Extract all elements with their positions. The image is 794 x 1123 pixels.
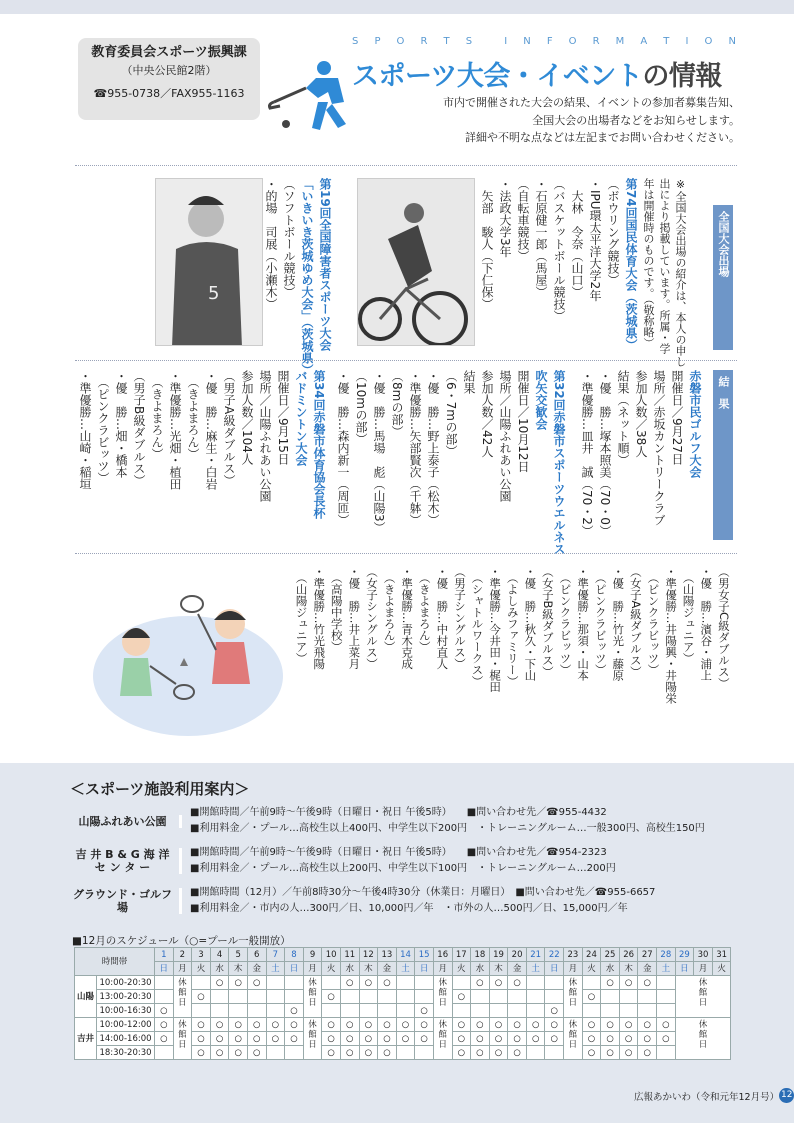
schedule-cell: ○ [340,1018,359,1032]
schedule-cell: ○ [229,1018,248,1032]
schedule-cell: ○ [322,1018,341,1032]
facility-name: グラウンド・ゴルフ場 [72,888,182,914]
schedule-cell: ○ [192,990,211,1004]
schedule-cell [582,1004,601,1018]
closed-cell: 休 館 日 [675,976,731,1018]
day-header: 28 [657,948,676,962]
schedule-cell: ○ [378,1018,397,1032]
schedule-cell: ○ [155,1032,174,1046]
schedule-cell [601,1004,620,1018]
weekday-header: 日 [545,962,564,976]
divider [75,165,737,166]
schedule-cell: ○ [229,1046,248,1060]
schedule-cell [619,990,638,1004]
schedule-cell [452,1004,471,1018]
schedule-cell [359,1004,378,1018]
schedule-cell: ○ [489,1032,508,1046]
day-header: 17 [452,948,471,962]
day-header: 27 [638,948,657,962]
schedule-cell: ○ [471,1018,490,1032]
schedule-cell [601,990,620,1004]
schedule-cell [657,990,676,1004]
hockey-player-icon [266,58,366,134]
schedule-cell: ○ [415,1004,434,1018]
schedule-cell [619,1004,638,1018]
schedule-cell [526,976,545,990]
closed-cell: 休 館 日 [675,1018,731,1060]
day-header: 13 [378,948,397,962]
kicker: S P O R T S I N F O R M A T I O N [352,36,736,47]
schedule-cell [266,976,285,990]
weekday-header: 土 [396,962,415,976]
weekday-header: 金 [508,962,527,976]
schedule-cell: ○ [452,1018,471,1032]
schedule-cell: ○ [619,1032,638,1046]
schedule-cell: ○ [471,976,490,990]
schedule-cell: ○ [545,1018,564,1032]
kokutai-block: 第74回国民体育大会（茨城県） （ボウリング競技） ・IPU環太平洋大学2年 大林 令奈（山口） （バスケットボール競技） ・石原健一郎（馬屋） （自転車競技） ・法政大学3年 矢部 駿人（下仁保） [480,178,638,351]
schedule-cell [266,1004,285,1018]
day-header: 31 [712,948,731,962]
schedule-cell [582,976,601,990]
schedule-cell: ○ [210,1032,229,1046]
schedule-cell [396,1004,415,1018]
schedule-cell [545,1046,564,1060]
schedule-cell: ○ [340,1046,359,1060]
weekday-header: 金 [247,962,266,976]
schedule-cell: ○ [601,1018,620,1032]
schedule-cell: ○ [508,1032,527,1046]
schedule-cell: ○ [396,1018,415,1032]
day-header: 26 [619,948,638,962]
weekday-header: 日 [675,962,694,976]
schedule-cell [471,990,490,1004]
time-slot: 10:00-20:30 [97,976,155,990]
day-header: 4 [210,948,229,962]
day-header: 5 [229,948,248,962]
schedule-facility: 吉井 [75,1018,97,1060]
day-header: 29 [675,948,694,962]
softball-photo [155,178,263,346]
schedule-cell: ○ [601,976,620,990]
schedule-cell [192,976,211,990]
schedule-cell [340,1004,359,1018]
schedule-cell: ○ [471,1046,490,1060]
day-header: 8 [285,948,304,962]
schedule-cell: ○ [192,1046,211,1060]
page-title: スポーツ大会・イベントの情報 [352,61,722,92]
day-header: 19 [489,948,508,962]
national-note: ※全国大会出場の紹介は、本人の申し 出により掲載しています。所属・学 年は開催時のものです。（敬称略） [642,178,687,367]
day-header: 18 [471,948,490,962]
schedule-cell [415,1046,434,1060]
wellness-block: 第32回赤磐市スポーツウエルネス 吹矢交歓会 開催日／10月12日 場所／山陽ふれあい公園 参加人数／42人 結果 （6・7mの部） ・優 勝…野上泰子（松木） ・準優勝…矢部賢次（千躰） （8mの部） ・優 勝…馬場 彪（山陽3） （10mの部） ・優 勝…森内新一（周匝） [336,370,566,555]
schedule-cell [545,990,564,1004]
footer: 広報あかいわ（令和元年12月号） 12 [634,1090,793,1103]
weekday-header: 日 [415,962,434,976]
schedule-cell: ○ [359,1032,378,1046]
schedule-cell: ○ [210,976,229,990]
schedule-cell [192,1004,211,1018]
schedule-cell: ○ [285,1018,304,1032]
schedule-cell: ○ [322,1046,341,1060]
schedule-cell [229,990,248,1004]
schedule-cell [657,1046,676,1060]
schedule-cell: ○ [192,1032,211,1046]
schedule-cell: ○ [508,1018,527,1032]
schedule-cell: ○ [359,976,378,990]
facility-row: 吉 井 B & G 海 洋 セ ン タ ー ■開館時間／午前9時～午後9時（日曜日・祝日 午後5時） ■問い合わせ先／☎954-2323 ■利用料金／・プール…高校生以上200円、中学生以下100円 ・トレーニングルーム…200円 [72,842,736,880]
schedule-cell: ○ [247,1032,266,1046]
schedule-cell: ○ [192,1018,211,1032]
weekday-header: 日 [285,962,304,976]
schedule-cell [526,1004,545,1018]
schedule-cell: ○ [657,1018,676,1032]
schedule-cell: ○ [415,1018,434,1032]
closed-cell: 休 館 日 [564,976,583,1018]
schedule-cell: ○ [378,1032,397,1046]
schedule-cell [471,1004,490,1018]
weekday-header: 月 [564,962,583,976]
schedule-cell: ○ [210,1018,229,1032]
schedule-cell [657,1004,676,1018]
day-header: 1 [155,948,174,962]
schedule-cell: ○ [582,1046,601,1060]
day-header: 7 [266,948,285,962]
day-header: 25 [601,948,620,962]
badminton-block: 第34回赤磐市体育協会長杯 バドミントン大会 開催日／9月15日 場所／山陽ふれあい公園 参加人数／104人 （男子A級ダブルス） ・優 勝…麻生・白岩 （きよまろん） ・準優勝…光畑・植田 （きよまろん） （男子B級ダブルス） ・優 勝…畑・橋本 （ピンクラビッツ） ・準優勝…山崎・稲垣 [78,370,326,519]
badminton-cont-block: （男女子C級ダブルス） ・優 勝…濱谷・浦上 （山陽ジュニア） ・準優勝…井陽興・井陽栄 （ピンクラビッツ） （女子A級ダブルス） ・優 勝…竹光・藤原 （ピンクラビッツ） ・準優勝…那須・山本 （ピンクラビッツ） （女子B級ダブルス） ・優 勝…秋久・下山 （よしみファミリー） ・準優勝…今井田・梶田 （シャトルワークス） （男子シングルス） ・優 勝…中村直人 （きよまろん） ・準優勝…青木克成 （きよまろん） （女子シングルス） ・優 勝…井上菜月 （高陽中学校） ・準優勝…竹光飛陽 （山陽ジュニア） [294,566,731,704]
schedule-cell [378,1004,397,1018]
schedule-cell: ○ [508,1046,527,1060]
schedule-cell: ○ [619,1018,638,1032]
weekday-header: 火 [452,962,471,976]
schedule-cell: ○ [619,1046,638,1060]
time-slot: 10:00-12:00 [97,1018,155,1032]
weekday-header: 月 [433,962,452,976]
schedule-cell [155,990,174,1004]
schedule-cell: ○ [247,1046,266,1060]
schedule-cell: ○ [508,976,527,990]
schedule-cell [452,976,471,990]
schedule-cell [396,1046,415,1060]
time-slot: 13:00-20:30 [97,990,155,1004]
schedule-cell [285,990,304,1004]
schedule-cell [489,990,508,1004]
schedule-cell [247,1004,266,1018]
schedule-cell [508,990,527,1004]
facility-row: 山陽ふれあい公園 ■開館時間／午前9時～午後9時（日曜日・祝日 午後5時） ■問い合わせ先／☎955-4432 ■利用料金／・プール…高校生以上400円、中学生以下200円 ・トレーニングルーム…一般300円、高校生150円 [72,802,736,840]
schedule-cell: ○ [619,976,638,990]
schedule-cell [247,990,266,1004]
schedule-cell: ○ [471,1032,490,1046]
schedule-cell [340,990,359,1004]
day-header: 15 [415,948,434,962]
time-slot: 10:00-16:30 [97,1004,155,1018]
schedule-cell: ○ [489,1018,508,1032]
day-header: 21 [526,948,545,962]
schedule-cell: ○ [545,1032,564,1046]
schedule-cell: ○ [285,1004,304,1018]
day-header: 30 [694,948,713,962]
schedule-cell: ○ [657,1032,676,1046]
weekday-header: 金 [378,962,397,976]
day-header: 9 [303,948,322,962]
page-number: 12 [779,1088,794,1103]
day-header: 11 [340,948,359,962]
weekday-header: 金 [638,962,657,976]
schedule-cell: ○ [266,1018,285,1032]
day-header: 14 [396,948,415,962]
day-header: 3 [192,948,211,962]
schedule-cell [415,990,434,1004]
schedule-cell: ○ [545,1004,564,1018]
schedule-facility: 山陽 [75,976,97,1018]
schedule-cell: ○ [155,1018,174,1032]
weekday-header: 土 [266,962,285,976]
top-band [0,0,794,14]
cyclist-photo [357,178,475,346]
contact-tel: ☎955-0738／FAX955-1163 [93,87,245,100]
facility-row: グラウンド・ゴルフ場 ■開館時間（12月）／午前8時30分～午後4時30分（休業日：月曜日） ■問い合わせ先／☎955-6657 ■利用料金／・市内の人…300円／日、10,000円／年 ・市外の人…500円／日、15,000円／年 [73,887,656,914]
schedule-cell: ○ [582,1018,601,1032]
schedule-cell [396,976,415,990]
weekday-header: 木 [619,962,638,976]
schedule-cell [508,1004,527,1018]
schedule-cell [638,1004,657,1018]
schedule-cell: ○ [489,1046,508,1060]
schedule-cell: ○ [247,1018,266,1032]
weekday-header: 土 [526,962,545,976]
schedule-cell: ○ [155,1004,174,1018]
schedule-cell: ○ [582,1032,601,1046]
schedule-cell: ○ [247,976,266,990]
facility-name: 山陽ふれあい公園 [72,815,182,828]
schedule-cell: ○ [452,1032,471,1046]
schedule-cell [545,976,564,990]
closed-cell: 休 館 日 [173,976,192,1018]
day-header: 23 [564,948,583,962]
section-tab-results: 結 果 [713,370,733,540]
schedule-cell [657,976,676,990]
schedule-cell: ○ [322,1032,341,1046]
time-slot: 14:00-16:00 [97,1032,155,1046]
weekday-header: 水 [601,962,620,976]
closed-cell: 休 館 日 [303,1018,322,1060]
schedule-cell [285,1046,304,1060]
schedule-cell [266,1046,285,1060]
schedule-cell [210,1004,229,1018]
schedule-cell: ○ [526,1018,545,1032]
facility-header: ＜スポーツ施設利用案内＞ [70,780,250,798]
divider [75,553,737,554]
schedule-cell: ○ [359,1046,378,1060]
schedule-cell [489,1004,508,1018]
schedule-cell [266,990,285,1004]
weekday-header: 水 [340,962,359,976]
schedule-cell: ○ [601,1046,620,1060]
schedule-cell: ○ [210,1046,229,1060]
section-tab-national: 全国大会出場 [713,205,733,350]
weekday-header: 水 [471,962,490,976]
schedule-cell: ○ [322,990,341,1004]
weekday-header: 火 [322,962,341,976]
schedule-cell [285,976,304,990]
weekday-header: 火 [582,962,601,976]
schedule-cell [210,990,229,1004]
weekday-header: 木 [489,962,508,976]
schedule-cell: ○ [638,976,657,990]
schedule-cell: ○ [229,1032,248,1046]
time-slot: 18:30-20:30 [97,1046,155,1060]
schedule-cell: ○ [229,976,248,990]
schedule-cell [638,990,657,1004]
day-header: 12 [359,948,378,962]
schedule-cell: ○ [340,1032,359,1046]
schedule-cell [396,990,415,1004]
contact-location: （中央公民館2階） [121,64,217,77]
weekday-header: 木 [359,962,378,976]
golf-block: 赤磐市民ゴルフ大会 開催日／9月27日 場所／赤坂カントリークラブ 参加人数／38人 結果（ネット順） ・優 勝…塚本照美（70・0） ・準優勝…皿井 誠（70・2） [580,370,702,537]
schedule-cell: ○ [638,1032,657,1046]
schedule-cell: ○ [638,1018,657,1032]
day-header: 6 [247,948,266,962]
weekday-header: 日 [155,962,174,976]
schedule-cell: ○ [415,1032,434,1046]
timeband-header: 時間帯 [75,948,155,976]
schedule-cell: ○ [378,976,397,990]
closed-cell: 休 館 日 [433,976,452,1018]
contact-dept: 教育委員会スポーツ振興課 [91,45,247,60]
schedule-cell: ○ [285,1032,304,1046]
weekday-header: 火 [192,962,211,976]
schedule-cell [378,990,397,1004]
schedule-cell: ○ [582,990,601,1004]
schedule-cell [322,1004,341,1018]
day-header: 20 [508,948,527,962]
schedule-cell: ○ [638,1046,657,1060]
schedule-cell [526,990,545,1004]
schedule-cell [322,976,341,990]
divider [75,360,737,361]
schedule-cell: ○ [452,990,471,1004]
schedule-cell [526,1046,545,1060]
schedule-cell: ○ [526,1032,545,1046]
closed-cell: 休 館 日 [564,1018,583,1060]
schedule-cell: ○ [378,1046,397,1060]
day-header: 22 [545,948,564,962]
schedule-cell: ○ [396,1032,415,1046]
schedule-title: ■12月のスケジュール（○=プール一般開放） [72,935,291,947]
weekday-header: 月 [173,962,192,976]
day-header: 16 [433,948,452,962]
shogai-block: 第19回全国障害者スポーツ大会 「いきいき茨城ゆめ大会」（茨城県） （ソフトボール競技） ・的場 司展（小瀬木） [264,178,332,376]
schedule-cell [155,1046,174,1060]
schedule-cell [359,990,378,1004]
contact-box [78,38,260,120]
weekday-header: 月 [694,962,713,976]
weekday-header: 月 [303,962,322,976]
weekday-header: 水 [210,962,229,976]
day-header: 24 [582,948,601,962]
schedule-cell: ○ [489,976,508,990]
weekday-header: 木 [229,962,248,976]
closed-cell: 休 館 日 [303,976,322,1018]
schedule-cell: ○ [266,1032,285,1046]
schedule-cell: ○ [359,1018,378,1032]
day-header: 2 [173,948,192,962]
schedule-cell [415,976,434,990]
schedule-cell: ○ [452,1046,471,1060]
badminton-illustration [88,566,288,746]
closed-cell: 休 館 日 [173,1018,192,1060]
closed-cell: 休 館 日 [433,1018,452,1060]
weekday-header: 土 [657,962,676,976]
schedule-cell: ○ [601,1032,620,1046]
schedule-table [74,947,731,1060]
facility-name: 吉 井 B & G 海 洋 セ ン タ ー [72,848,182,874]
svg-text:5: 5 [208,283,220,304]
schedule-cell: ○ [340,976,359,990]
intro-text: 市内で開催された大会の結果、イベントの参加者募集告知、 全国大会の出場者などをお知らせします。 詳細や不明な点などは左記までお問い合わせください。 [443,96,740,144]
schedule-cell [155,976,174,990]
day-header: 10 [322,948,341,962]
schedule-cell [229,1004,248,1018]
weekday-header: 火 [712,962,731,976]
